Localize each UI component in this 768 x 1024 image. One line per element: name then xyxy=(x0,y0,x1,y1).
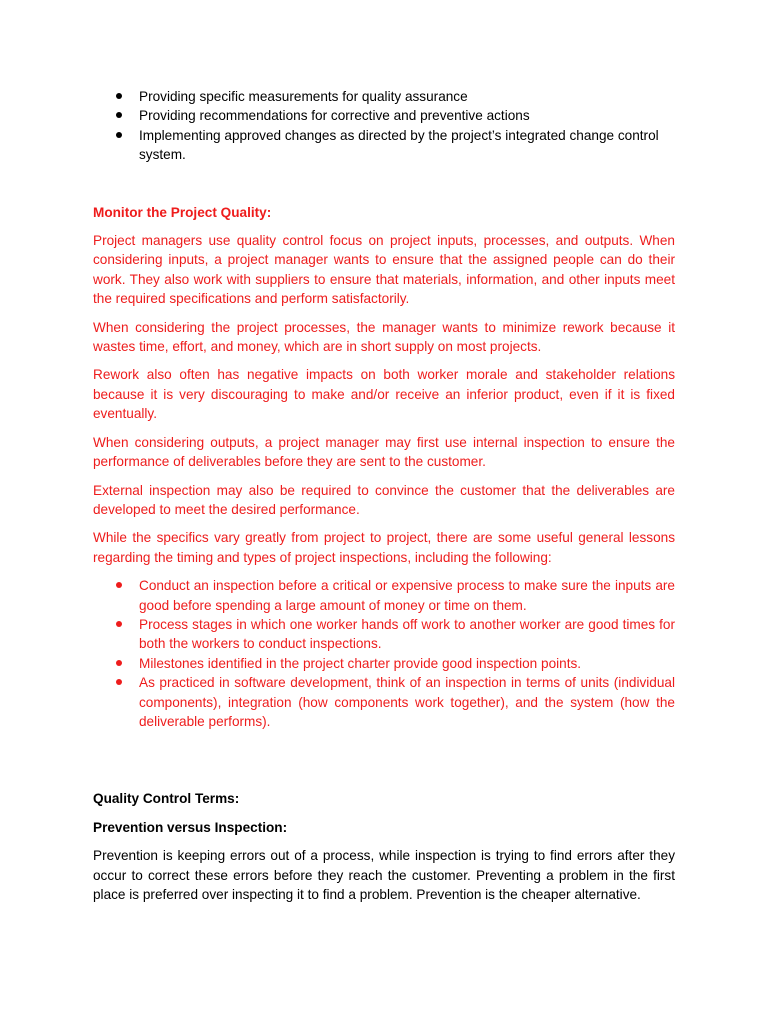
list-item: Milestones identified in the project charter provide good inspection points. xyxy=(93,654,675,673)
paragraph: When considering the project processes, the manager wants to minimize rework because it wastes time, effort, and money, which are in short supply on most projects. xyxy=(93,319,675,355)
list-item: Conduct an inspection before a critical or expensive process to make sure the inputs are good before spending a large amount of money or time on them. xyxy=(93,576,675,615)
document-page xyxy=(93,87,675,904)
paragraph: External inspection may also be required to convince the customer that the deliverables are developed to meet the desired performance. xyxy=(93,482,675,517)
section-heading-monitor: Monitor the Project Quality: xyxy=(93,204,272,220)
inspection-lessons-list xyxy=(93,576,675,731)
paragraph: When considering outputs, a project manager may first use internal inspection to ensure the performance of deliverables before they are sent to the customer. xyxy=(93,434,675,470)
paragraph: Prevention is keeping errors out of a process, while inspection is trying to find errors after they occur to correct these errors before they reach the customer. Preventing a problem in the first place is preferred over inspecting it to find a problem. Prevention is the cheaper alternative. xyxy=(93,848,675,902)
list-item: Providing recommendations for corrective and preventive actions xyxy=(93,106,675,125)
list-item: Implementing approved changes as directed by the project’s integrated change control system. xyxy=(93,126,675,165)
list-item: Process stages in which one worker hands off work to another worker are good times for both the workers to conduct inspections. xyxy=(93,615,675,654)
top-bullet-list xyxy=(93,87,675,165)
list-item: Providing specific measurements for quality assurance xyxy=(93,87,675,106)
section-heading-quality-control-terms: Quality Control Terms: xyxy=(93,791,240,807)
paragraph: Project managers use quality control focus on project inputs, processes, and outputs. When considering inputs, a project manager wants to ensure that the assigned people can do their work. They also work with suppliers to ensure that materials, information, and other inputs meet the required specifications and perform satisfactorily. xyxy=(93,233,675,307)
paragraph: While the specifics vary greatly from project to project, there are some useful general lessons regarding the timing and types of project inspections, including the following: xyxy=(93,530,675,565)
list-item: As practiced in software development, think of an inspection in terms of units (individual components), integration (how components work together), and the system (how the deliverable performs). xyxy=(93,673,675,731)
paragraph: Rework also often has negative impacts on both worker morale and stakeholder relations because it is very discouraging to make and/or receive an inferior product, even if it is fixed eventually. xyxy=(93,367,675,422)
subheading-prevention-vs-inspection: Prevention versus Inspection: xyxy=(93,819,288,835)
